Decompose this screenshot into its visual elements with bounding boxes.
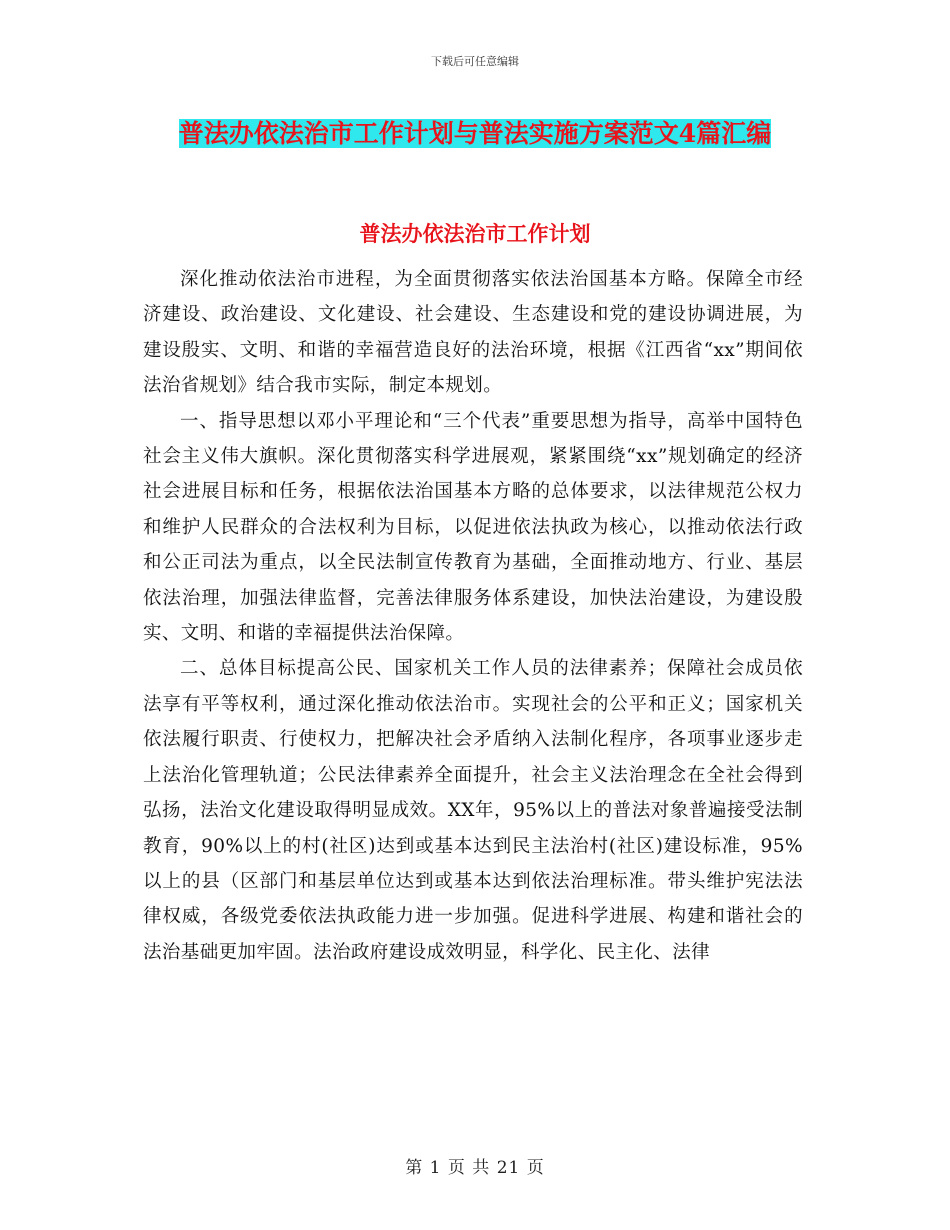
paragraph-guiding-thought: 一、指导思想以邓小平理论和“三个代表”重要思想为指导，高举中国特色社会主义伟大旗帜。深化贯彻落实科学进展观，紧紧围绕“xx”规划确定的经济社会进展目标和任务，根据依法治国基本方略的总体要求，以法律规范公权力和维护人民群众的合法权利为目标，以促进依法执政为核心，以推动依法行政和公正司法为重点，以全民法制宣传教育为基础，全面推动地方、行业、基层依法治理，加强法律监督，完善法律服务体系建设，加快法治建设，为建设殷实、文明、和谐的幸福提供法治保障。 (143, 410, 803, 645)
document-title-text: 普法办依法治市工作计划与普法实施方案范文4篇汇编 (178, 119, 772, 148)
page-number: 第 1 页 共 21 页 (405, 1158, 545, 1178)
paragraph-overall-goal: 二、总体目标提高公民、国家机关工作人员的法律素养；保障社会成员依法享有平等权利，通过深化推动依法治市。实现社会的公平和正义；国家机关依法履行职责、行使权力，把解决社会矛盾纳入法制化程序，各项事业逐步走上法治化管理轨道；公民法律素养全面提升，社会主义法治理念在全社会得到弘扬，法治文化建设取得明显成效。XX年，95%以上的普法对象普遍接受法制教育，90%以上的村(社区)达到或基本达到民主法治村(社区)建设标准，95%以上的县（区部门和基层单位达到或基本达到依法治理标准。带头维护宪法法律权威，各级党委依法执政能力进一步加强。促进科学进展、构建和谐社会的法治基础更加牢固。法治政府建设成效明显，科学化、民主化、法律 (143, 658, 803, 963)
document-body (143, 262, 803, 970)
document-title (140, 112, 810, 156)
paragraph-intro: 深化推动依法治市进程，为全面贯彻落实依法治国基本方略。保障全市经济建设、政治建设、文化建设、社会建设、生态建设和党的建设协调进展，为建设殷实、文明、和谐的幸福营造良好的法治环境，根据《江西省“xx”期间依法治省规划》结合我市实际，制定本规划。 (143, 269, 803, 397)
section-title: 普法办依法治市工作计划 (359, 221, 591, 246)
page-header-note: 下载后可任意编辑 (431, 55, 519, 68)
